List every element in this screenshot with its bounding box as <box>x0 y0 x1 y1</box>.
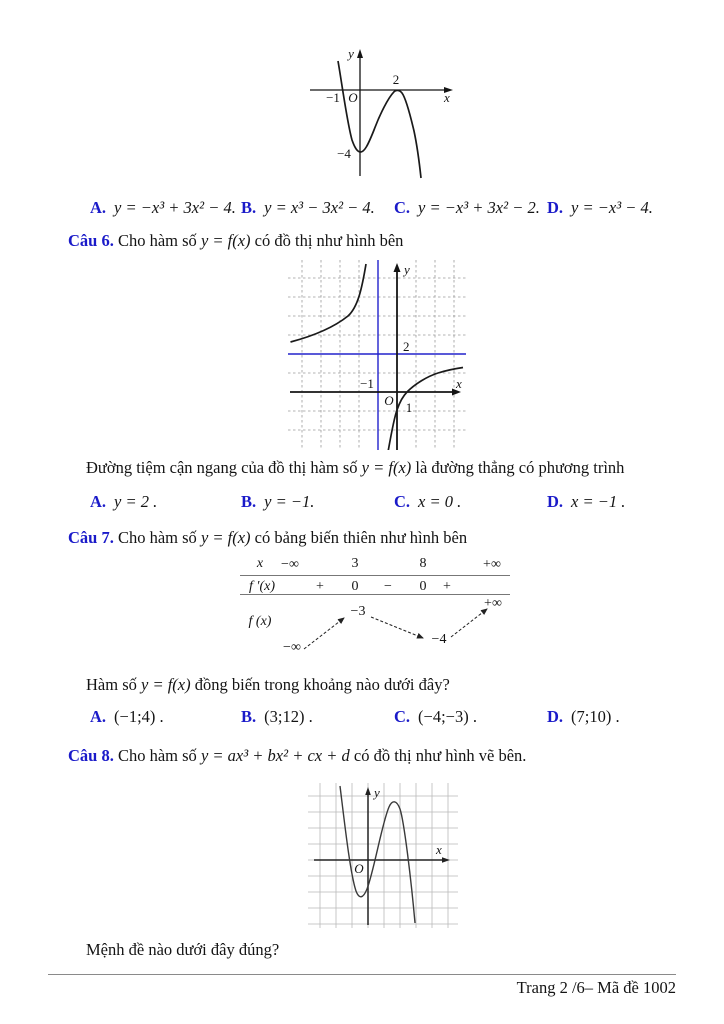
q8-label: Câu 8. <box>68 746 114 765</box>
arrow-up-icon <box>451 609 487 637</box>
q7-label: Câu 7. <box>68 528 114 547</box>
q6-question-post: là đường thẳng có phương trình <box>415 458 625 477</box>
option-formula: (7;10) . <box>571 707 620 726</box>
q7-option-d <box>547 707 620 727</box>
q6-question-math: y = f(x) <box>361 458 412 477</box>
option-letter: C. <box>394 707 411 726</box>
q6-question <box>86 458 624 479</box>
option-formula: y = −1. <box>264 492 315 511</box>
grid <box>288 260 466 450</box>
q7-question <box>86 675 450 696</box>
q6-option-c <box>394 492 461 512</box>
q7-question-pre: Hàm số <box>86 675 137 694</box>
option-formula: x = 0 . <box>418 492 462 511</box>
q7-stem <box>68 528 467 549</box>
table-x-value: +∞ <box>483 557 501 572</box>
cubic-curve <box>340 786 415 923</box>
table-f-start: −∞ <box>283 640 301 655</box>
figure-q5-cubic-graph <box>298 42 468 184</box>
table-fprime-sign: + <box>316 579 324 594</box>
q5-option-b <box>241 198 375 218</box>
y-axis-label: y <box>348 46 354 61</box>
table-f-valley: −4 <box>431 632 447 647</box>
option-formula: (3;12) . <box>264 707 313 726</box>
tick-2: 2 <box>403 339 410 354</box>
option-letter: A. <box>90 492 107 511</box>
tick-minus1: −1 <box>326 90 340 105</box>
q7-stem-pre: Cho hàm số <box>117 528 197 547</box>
option-letter: A. <box>90 707 107 726</box>
table-f-end: +∞ <box>484 596 502 611</box>
option-formula: y = −x³ + 3x² − 2. <box>418 198 540 217</box>
y-axis-label: y <box>404 262 410 277</box>
footer-page-info: Trang 2 /6– Mã đề 1002 <box>516 978 676 997</box>
q7-question-post: đồng biến trong khoảng nào dưới đây? <box>194 675 450 694</box>
option-letter: D. <box>547 492 564 511</box>
tick-1: 1 <box>405 400 413 415</box>
q6-label: Câu 6. <box>68 231 114 250</box>
option-formula: (−4;−3) . <box>418 707 477 726</box>
table-arrows <box>240 554 510 656</box>
option-formula: y = 2 . <box>114 492 158 511</box>
x-axis-label: x <box>456 376 462 391</box>
table-fprime-sign: + <box>443 579 451 594</box>
q5-option-d <box>547 198 653 218</box>
q6-stem-post: có đồ thị như hình bên <box>254 231 404 250</box>
arrow-up-icon <box>304 618 344 649</box>
tick-minus1: −1 <box>360 376 374 391</box>
option-formula: y = −x³ + 3x² − 4. <box>114 198 236 217</box>
q5-option-c <box>394 198 540 218</box>
q6-stem <box>68 231 403 252</box>
q7-question-math: y = f(x) <box>141 675 191 694</box>
option-formula: y = −x³ − 4. <box>571 198 653 217</box>
q6-option-a <box>90 492 157 512</box>
q7-stem-post: có bảng biến thiên như hình bên <box>254 528 468 547</box>
option-letter: C. <box>394 198 411 217</box>
option-letter: D. <box>547 198 564 217</box>
y-axis-arrow-icon <box>365 787 371 795</box>
figure-q6-hyperbola-graph <box>288 260 466 450</box>
origin-label: O <box>354 861 364 876</box>
table-fprime-label: f ′(x) <box>249 579 275 594</box>
q6-stem-pre: Cho hàm số <box>117 231 197 250</box>
q7-option-b <box>241 707 313 727</box>
x-axis-arrow-icon <box>442 857 450 863</box>
table-x-value: 3 <box>351 556 359 571</box>
q6-option-d <box>547 492 625 512</box>
table-fprime-sign: − <box>384 579 392 594</box>
q7-variation-table <box>240 554 510 656</box>
option-formula: (−1;4) . <box>114 707 164 726</box>
tick-minus4: −4 <box>337 146 351 161</box>
y-axis-arrow-icon <box>357 49 363 58</box>
q6-stem-math: y = f(x) <box>200 231 251 250</box>
table-fprime-zero: 0 <box>351 579 359 594</box>
tick-2: 2 <box>392 72 400 87</box>
q8-stem <box>68 746 526 767</box>
table-x-value: 8 <box>419 556 427 571</box>
option-letter: B. <box>241 492 257 511</box>
q6-option-b <box>241 492 314 512</box>
hyperbola-lower-branch <box>388 368 463 451</box>
option-letter: D. <box>547 707 564 726</box>
q8-stem-post: có đồ thị như hình vẽ bên. <box>353 746 527 765</box>
y-axis-label: y <box>374 785 380 800</box>
q5-option-a <box>90 198 236 218</box>
y-axis-arrow-icon <box>394 263 401 272</box>
option-letter: B. <box>241 198 257 217</box>
q8-stem-math: y = ax³ + bx² + cx + d <box>200 746 350 765</box>
option-letter: C. <box>394 492 411 511</box>
q6-question-pre: Đường tiệm cận ngang của đồ thị hàm số <box>86 458 358 477</box>
origin-label: O <box>384 393 394 408</box>
x-axis-label: x <box>444 90 450 105</box>
q7-option-c <box>394 707 477 727</box>
option-formula: y = x³ − 3x² − 4. <box>264 198 375 217</box>
option-formula: x = −1 . <box>571 492 626 511</box>
figure-q8-cubic-graph <box>308 783 458 928</box>
q8-stem-pre: Cho hàm số <box>117 746 197 765</box>
q8-question: Mệnh đề nào dưới đây đúng? <box>86 940 280 959</box>
arrow-down-icon <box>371 617 423 638</box>
option-letter: B. <box>241 707 257 726</box>
q7-option-a <box>90 707 164 727</box>
table-fprime-zero: 0 <box>419 579 427 594</box>
q7-stem-math: y = f(x) <box>200 528 251 547</box>
origin-label: O <box>348 90 358 105</box>
table-x-label: x <box>256 556 264 571</box>
table-f-peak: −3 <box>350 604 366 619</box>
footer-divider <box>48 974 676 975</box>
table-f-label: f (x) <box>248 614 272 629</box>
x-axis-label: x <box>436 842 442 857</box>
option-letter: A. <box>90 198 107 217</box>
table-x-value: −∞ <box>281 557 299 572</box>
